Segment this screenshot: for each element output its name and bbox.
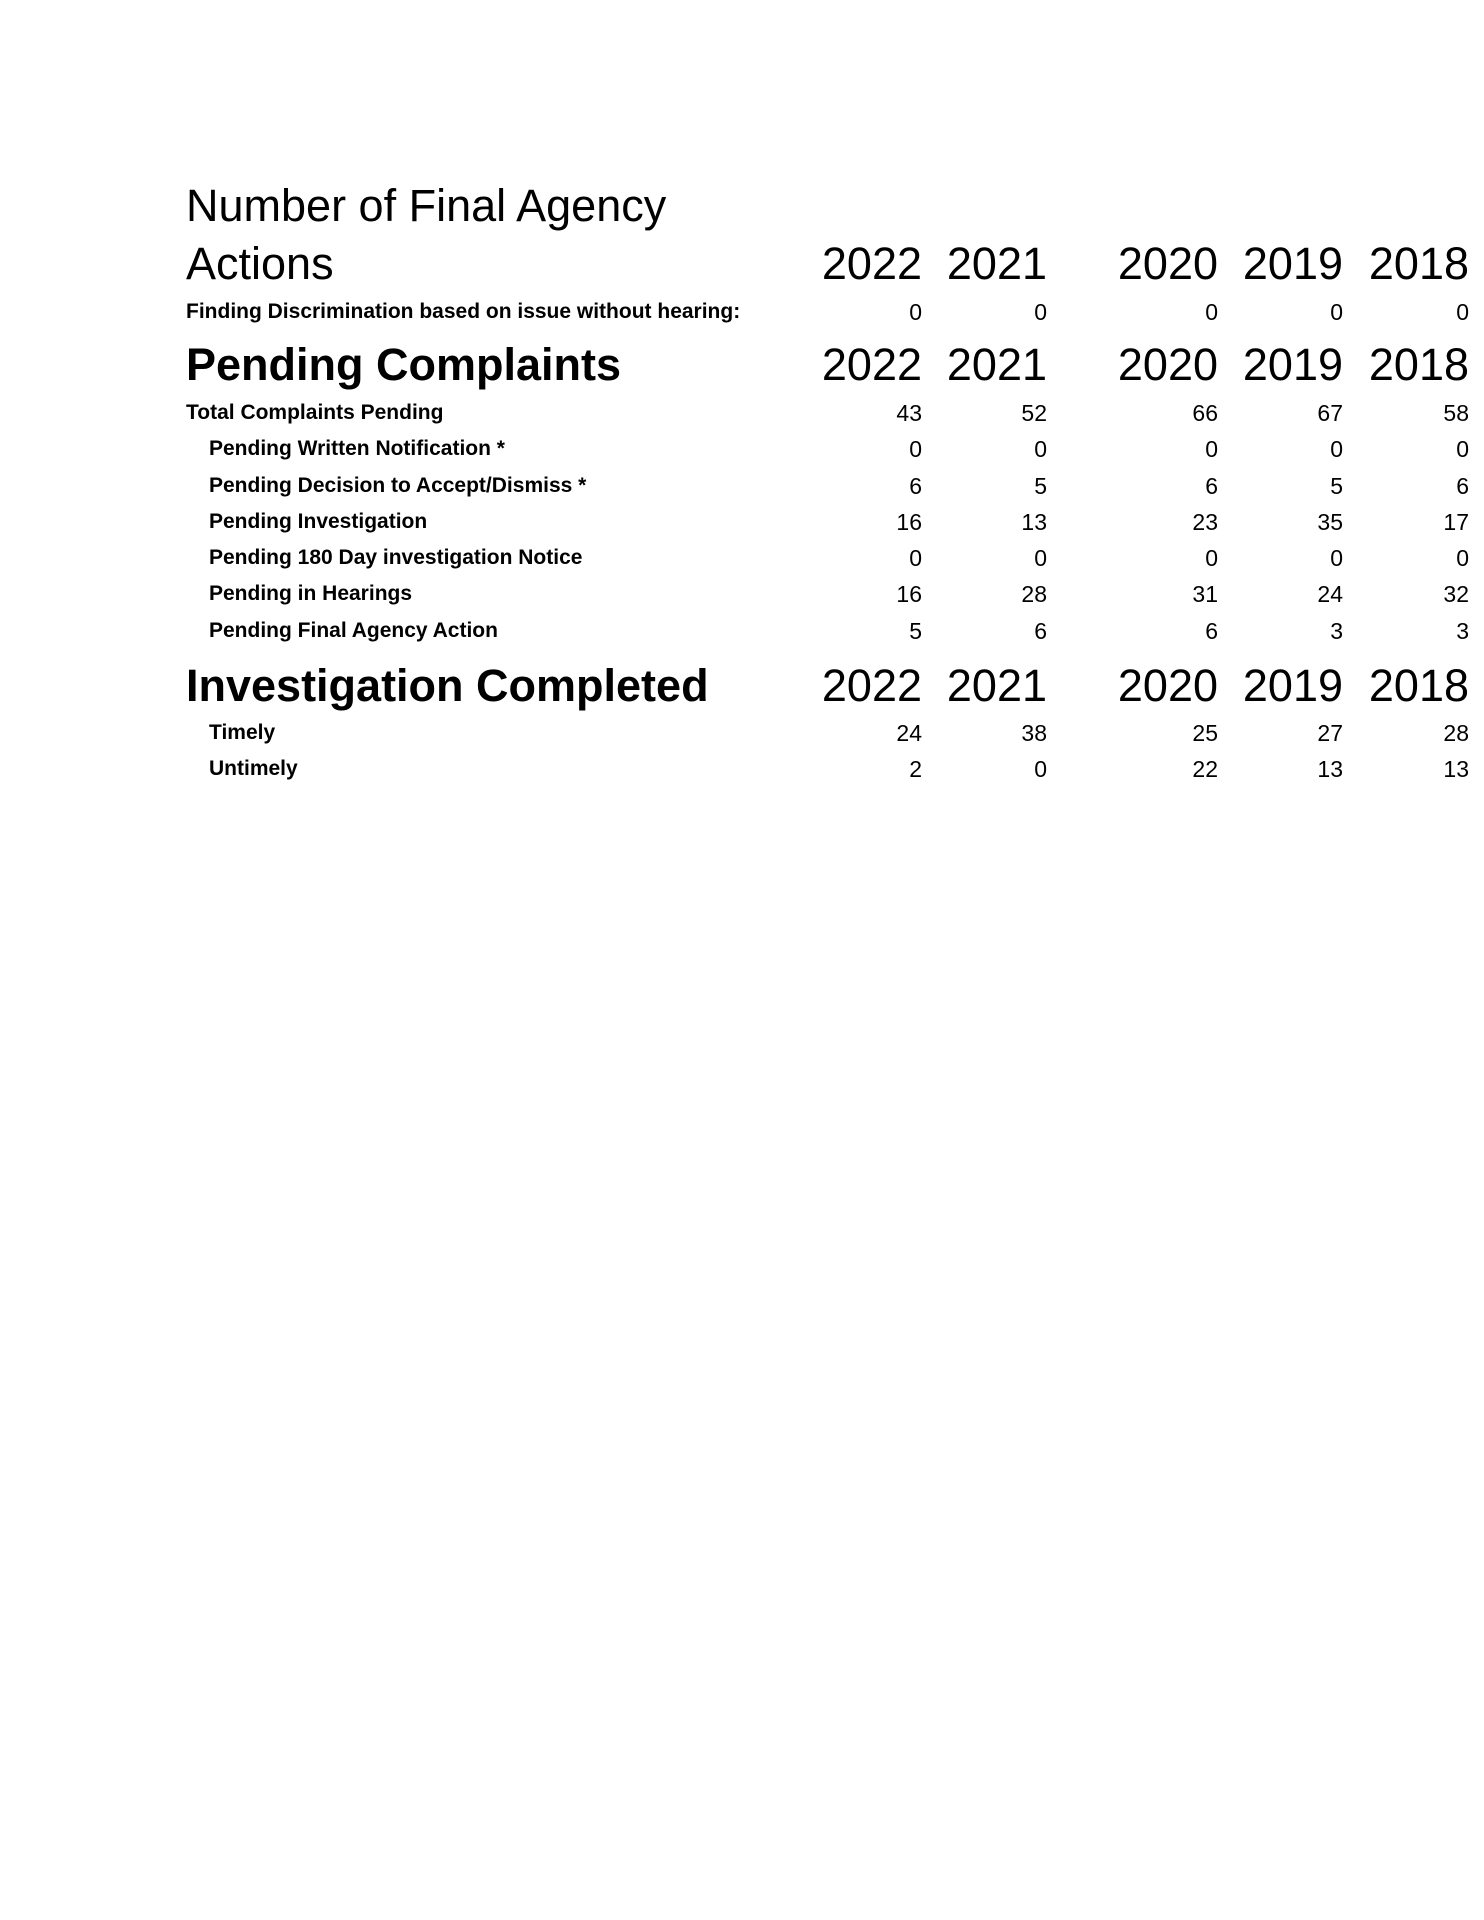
row-value: 24 — [1317, 581, 1343, 607]
row-label: Pending Decision to Accept/Dismiss * — [209, 474, 587, 497]
row-value: 16 — [896, 509, 922, 535]
row-value: 52 — [1021, 400, 1047, 426]
year-header: 2020 — [1117, 339, 1218, 390]
table-row — [0, 434, 1484, 464]
row-value: 0 — [1205, 545, 1218, 571]
row-value: 5 — [1330, 473, 1343, 499]
row-value: 0 — [1330, 299, 1343, 325]
row-value: 0 — [1034, 756, 1047, 782]
row-value: 0 — [909, 545, 922, 571]
table-row — [0, 579, 1484, 609]
row-value: 13 — [1317, 756, 1343, 782]
row-value: 38 — [1021, 720, 1047, 746]
row-value: 0 — [1205, 299, 1218, 325]
row-label: Pending in Hearings — [209, 582, 413, 605]
year-header: 2021 — [946, 660, 1047, 711]
row-value: 0 — [1034, 299, 1047, 325]
year-header: 2022 — [821, 660, 922, 711]
row-label: Pending Written Notification * — [209, 437, 505, 460]
row-value: 0 — [909, 299, 922, 325]
row-value: 6 — [1034, 618, 1047, 644]
year-header: 2019 — [1242, 660, 1343, 711]
row-value: 58 — [1443, 400, 1469, 426]
row-value: 0 — [1034, 545, 1047, 571]
row-value: 28 — [1443, 720, 1469, 746]
row-label: Pending Final Agency Action — [209, 619, 498, 642]
row-value: 22 — [1192, 756, 1218, 782]
row-value: 31 — [1192, 581, 1218, 607]
row-value: 27 — [1317, 720, 1343, 746]
row-value: 0 — [909, 436, 922, 462]
row-label: Total Complaints Pending — [186, 401, 444, 424]
row-value: 28 — [1021, 581, 1047, 607]
year-header: 2022 — [821, 339, 922, 390]
row-value: 5 — [909, 618, 922, 644]
row-value: 23 — [1192, 509, 1218, 535]
row-value: 0 — [1205, 436, 1218, 462]
row-value: 6 — [1205, 473, 1218, 499]
final-actions-header-row — [0, 234, 1484, 294]
table-row — [0, 398, 1484, 428]
row-value: 32 — [1443, 581, 1469, 607]
final-actions-title-row — [0, 176, 1484, 236]
investigation-title: Investigation Completed — [186, 660, 709, 711]
row-value: 6 — [1205, 618, 1218, 644]
row-value: 17 — [1443, 509, 1469, 535]
row-label: Untimely — [209, 757, 298, 780]
table-row — [0, 297, 1484, 327]
table-row — [0, 616, 1484, 646]
row-value: 66 — [1192, 400, 1218, 426]
investigation-header-row — [0, 656, 1484, 716]
table-row — [0, 507, 1484, 537]
year-header: 2019 — [1242, 238, 1343, 289]
row-label: Pending Investigation — [209, 510, 428, 533]
year-header: 2018 — [1368, 238, 1469, 289]
year-header: 2020 — [1117, 660, 1218, 711]
table-row — [0, 754, 1484, 784]
row-value: 2 — [909, 756, 922, 782]
year-header: 2018 — [1368, 339, 1469, 390]
row-value: 0 — [1034, 436, 1047, 462]
row-value: 13 — [1021, 509, 1047, 535]
table-row — [0, 471, 1484, 501]
row-value: 0 — [1330, 545, 1343, 571]
row-value: 0 — [1456, 436, 1469, 462]
table-row — [0, 543, 1484, 573]
final-actions-title-line2: Actions — [186, 238, 334, 289]
row-label: Pending 180 Day investigation Notice — [209, 546, 583, 569]
row-value: 0 — [1456, 299, 1469, 325]
row-value: 24 — [896, 720, 922, 746]
year-header: 2021 — [946, 339, 1047, 390]
row-label: Timely — [209, 721, 276, 744]
pending-header-row — [0, 335, 1484, 395]
row-label: Finding Discrimination based on issue without hearing: — [186, 300, 741, 323]
year-header: 2019 — [1242, 339, 1343, 390]
row-value: 6 — [1456, 473, 1469, 499]
year-header: 2020 — [1117, 238, 1218, 289]
row-value: 67 — [1317, 400, 1343, 426]
row-value: 5 — [1034, 473, 1047, 499]
row-value: 43 — [896, 400, 922, 426]
row-value: 35 — [1317, 509, 1343, 535]
row-value: 6 — [909, 473, 922, 499]
table-row — [0, 718, 1484, 748]
row-value: 0 — [1330, 436, 1343, 462]
row-value: 16 — [896, 581, 922, 607]
row-value: 3 — [1456, 618, 1469, 644]
year-header: 2018 — [1368, 660, 1469, 711]
year-header: 2022 — [821, 238, 922, 289]
row-value: 13 — [1443, 756, 1469, 782]
year-header: 2021 — [946, 238, 1047, 289]
pending-title: Pending Complaints — [186, 339, 622, 390]
row-value: 0 — [1456, 545, 1469, 571]
row-value: 3 — [1330, 618, 1343, 644]
final-actions-title-line1: Number of Final Agency — [186, 180, 667, 231]
row-value: 25 — [1192, 720, 1218, 746]
